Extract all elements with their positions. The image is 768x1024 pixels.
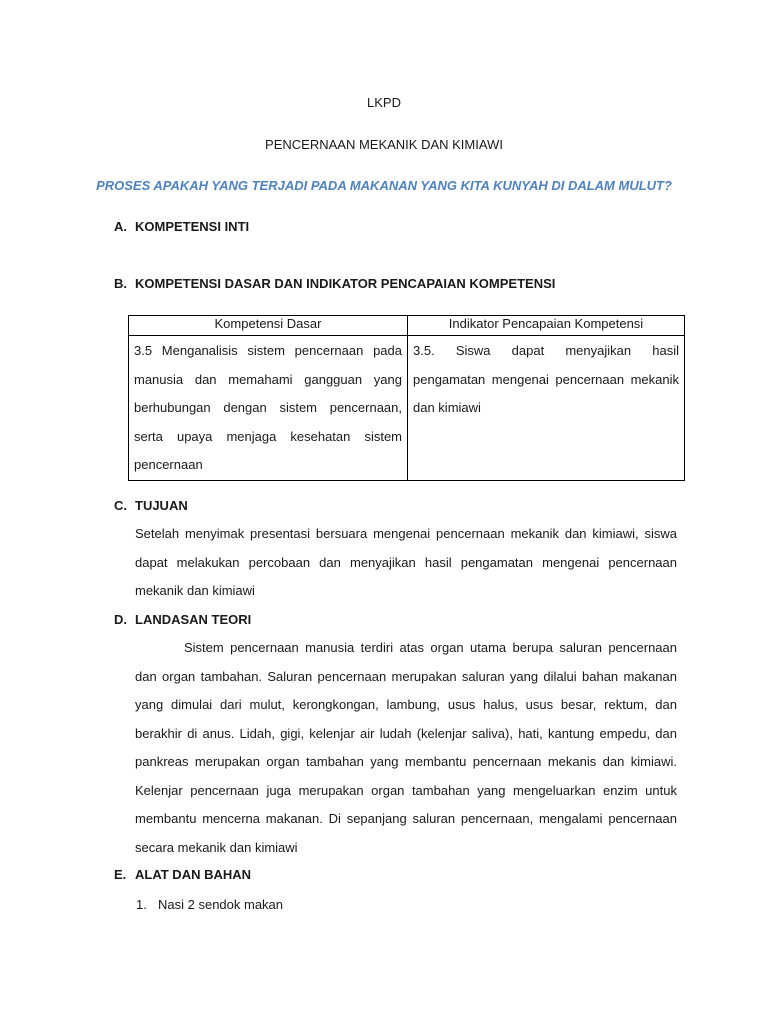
section-d-heading: [114, 612, 251, 627]
section-a-heading: [114, 219, 249, 234]
guiding-question: PROSES APAKAH YANG TERJADI PADA MAKANAN YANG KITA KUNYAH DI DALAM MULUT?: [96, 178, 672, 193]
section-d-letter: D.: [114, 612, 127, 627]
section-e-letter: E.: [114, 867, 127, 882]
section-b-heading: [114, 276, 555, 291]
table-header-kompetensi-dasar: Kompetensi Dasar: [129, 316, 408, 336]
landasan-teori-paragraph: Sistem pencernaan manusia terdiri atas organ utama berupa saluran pencernaan dan organ tambahan. Saluran pencernaan merupakan saluran yang dilalui bahan makanan yang dimulai dari mulut, kerongkongan, lambung, usus halus, usus besar, rektum, dan berakhir di anus. Lidah, gigi, kelenjar air ludah (kelenjar saliva), hati, kantung empedu, dan pankreas merupakan organ tambahan yang membantu pencernaan mekanis dan kimiawi. Kelenjar pencernaan juga merupakan organ tambahan yang mengeluarkan enzim untuk membantu mencerna makanan. Di sepanjang saluran pencernaan, mengalami pencernaan secara mekanik dan kimiawi: [135, 640, 677, 855]
list-item-number: 1.: [136, 897, 147, 912]
section-c-letter: C.: [114, 498, 127, 513]
list-item-text: Nasi 2 sendok makan: [158, 897, 284, 912]
section-c-heading: [114, 498, 188, 513]
list-item: [136, 897, 283, 912]
section-d-title: LANDASAN TEORI: [135, 612, 252, 627]
table-cell-kompetensi-dasar: 3.5 Menganalisis sistem pencernaan pada manusia dan memahami gangguan yang berhubungan dengan sistem pencernaan, serta upaya menjaga kesehatan sistem pencernaan: [129, 336, 408, 481]
document-subtitle: PENCERNAAN MEKANIK DAN KIMIAWI: [265, 137, 503, 152]
tujuan-paragraph: Setelah menyimak presentasi bersuara mengenai pencernaan mekanik dan kimiawi, siswa dapat melakukan percobaan dan menyajikan hasil pengamatan mengenai pencernaan mekanik dan kimiawi: [135, 526, 677, 598]
section-b-title: KOMPETENSI DASAR DAN INDIKATOR PENCAPAIAN KOMPETENSI: [135, 276, 556, 291]
table-header-row: [129, 316, 685, 336]
competency-table: [128, 315, 685, 481]
section-a-letter: A.: [114, 219, 127, 234]
table-header-indikator: Indikator Pencapaian Kompetensi: [408, 316, 685, 336]
section-e-title: ALAT DAN BAHAN: [135, 867, 252, 882]
document-title: LKPD: [367, 95, 401, 110]
section-c-title: TUJUAN: [135, 498, 188, 513]
section-b-letter: B.: [114, 276, 127, 291]
section-a-title: KOMPETENSI INTI: [135, 219, 250, 234]
table-row: [129, 336, 685, 481]
section-e-heading: [114, 867, 251, 882]
table-cell-indikator: 3.5. Siswa dapat menyajikan hasil pengamatan mengenai pencernaan mekanik dan kimiawi: [408, 336, 685, 481]
